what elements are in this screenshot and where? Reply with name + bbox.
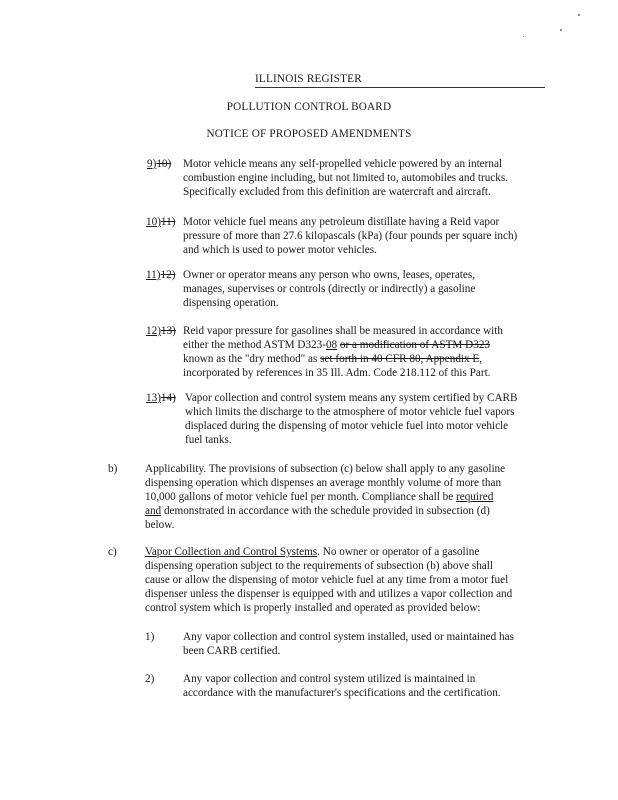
scan-speck xyxy=(523,36,524,37)
item-carb-certified: Any vapor collection and control system installed, used or maintained has been CARB certified. xyxy=(183,631,514,657)
def-number: 12)13) xyxy=(146,325,176,337)
register-title: ILLINOIS REGISTER xyxy=(255,72,545,88)
item-number: 2) xyxy=(145,673,155,685)
subsection-c-label: c) xyxy=(108,546,117,558)
definition-reid-vapor-pressure: Reid vapor pressure for gasolines shall be measured in accordance with either the method ASTM D323-08 or a modification of ASTM D323 known as the "dry method" as set forth in 40 CFR 80, Appendix E, incorporated by references in 35 Ill. Adm. Code 218.112 of this Part. xyxy=(183,325,503,379)
def-number: 9)10) xyxy=(147,158,172,170)
scan-speck xyxy=(560,29,562,31)
item-number: 1) xyxy=(145,631,155,643)
def-number: 11)12) xyxy=(146,269,176,281)
notice-title: NOTICE OF PROPOSED AMENDMENTS xyxy=(206,128,412,140)
definition-motor-vehicle: Motor vehicle means any self-propelled vehicle powered by an internal combustion engine including, but not limited to, automobiles and trucks. Specifically excluded from this definition are watercraft and aircraft. xyxy=(183,158,509,198)
subsection-c-vapor-systems: Vapor Collection and Control Systems. No owner or operator of a gasoline dispensing operation subject to the requirements of subsection (b) above shall cause or allow the dispensing of motor vehicle fuel at any time from a motor fuel dispenser unless the dispenser is equipped with and utilizes a vapor collection and control system which is properly installed and operated as provided below: xyxy=(145,546,513,614)
subsection-c-title: Vapor Collection and Control Systems xyxy=(145,546,318,558)
definition-motor-vehicle-fuel: Motor vehicle fuel means any petroleum distillate having a Reid vapor pressure of more than 27.6 kilopascals (kPa) (four pounds per square inch) and which is used to power motor vehicles. xyxy=(183,216,518,256)
subsection-b-applicability: Applicability. The provisions of subsection (c) below shall apply to any gasoline dispensing operation which dispenses an average monthly volume of more than 10,000 gallons of motor vehicle fuel per month. Compliance shall be required and demonstrated in accordance with the schedule provided in subsection (d) below. xyxy=(145,463,506,531)
item-maintained: Any vapor collection and control system utilized is maintained in accordance with the manufacturer's specifications and the certification. xyxy=(183,673,501,699)
definition-vapor-collection: Vapor collection and control system means any system certified by CARB which limits the discharge to the atmosphere of motor vehicle fuel vapors displaced during the dispensing of motor vehicle fuel into motor vehicle fuel tanks. xyxy=(185,392,518,446)
def-number: 13)14) xyxy=(146,392,176,404)
def-number: 10)11) xyxy=(146,216,176,228)
scan-speck xyxy=(578,14,580,16)
definition-owner-operator: Owner or operator means any person who owns, leases, operates, manages, supervises or controls (directly or indirectly) a gasoline dispensing operation. xyxy=(183,269,476,309)
subsection-b-label: b) xyxy=(108,463,118,475)
board-title: POLLUTION CONTROL BOARD xyxy=(226,101,392,113)
